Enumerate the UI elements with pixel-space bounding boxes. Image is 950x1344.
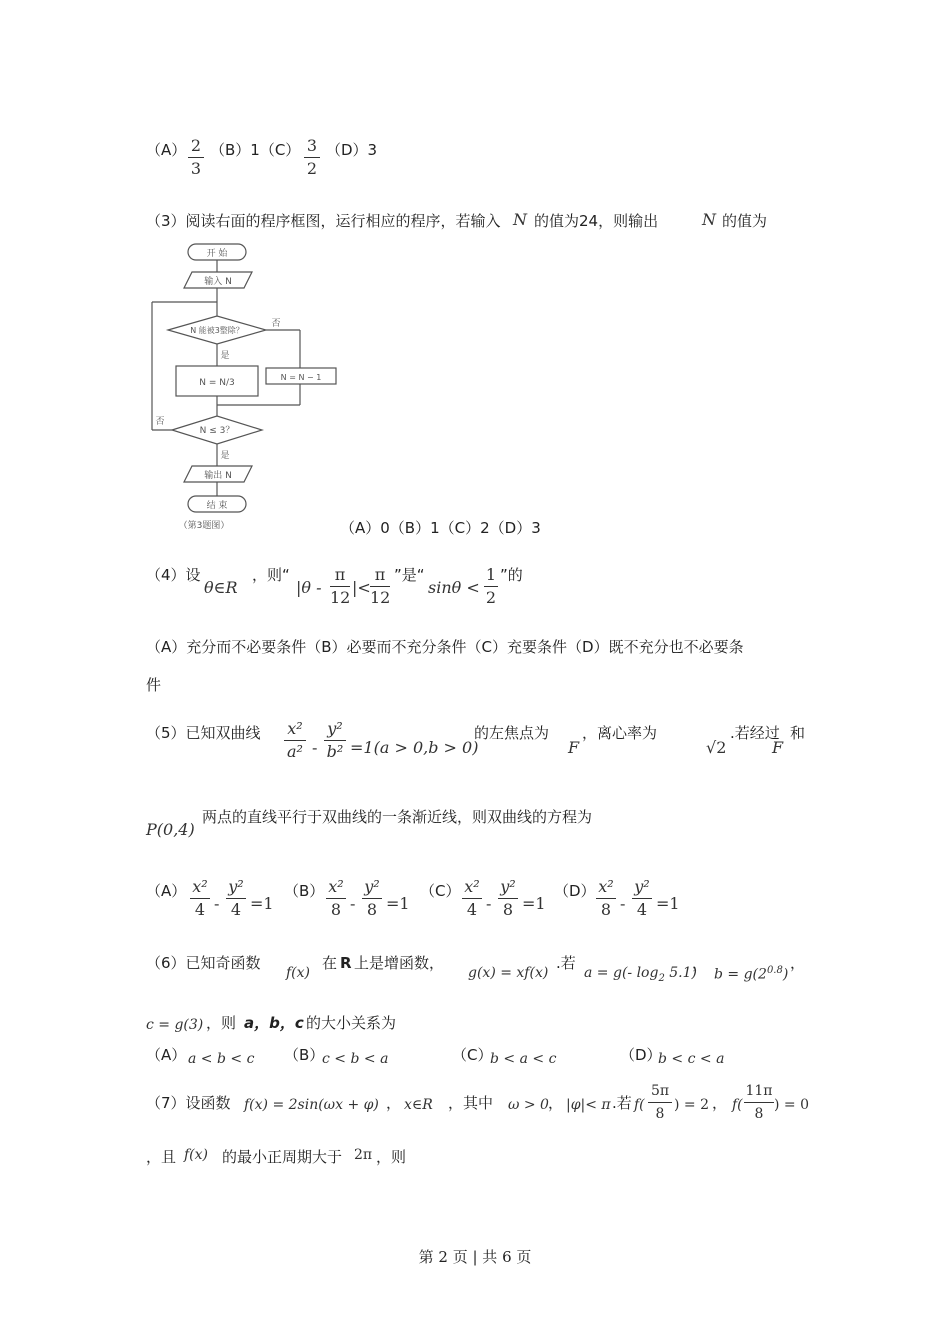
q5-opt-d-frac1: x² 8 [596,878,616,919]
q6-inc: 上是增函数， [354,954,445,972]
q5-f2: F [772,738,784,757]
flow-no1-text: 否 [271,319,281,329]
q4-fraction-half: 1 2 [485,565,497,607]
q7-fx: f(x) = 2sin(ωx + φ) [244,1097,379,1113]
q5-eq: =1(a > 0,b > 0) [350,738,479,757]
q2-option-d-label: （D）3 [326,141,378,159]
q6-gx: g(x) = xf(x) [468,965,549,981]
q6-on: 在 [322,954,338,972]
q7-ruo: .若 [612,1094,632,1112]
q6-a: a = g(- $\log_2 5.1$) [584,965,698,984]
q4-is: ”是“ [394,566,425,584]
q6-opt-a-label: （A） [146,1046,187,1064]
q6-r: R [340,954,352,972]
q5-and: 和 [790,724,806,742]
q4-options-line1: （A）充分而不必要条件（B）必要而不充分条件（C）充要条件（D）既不充分也不必要条 [146,638,744,656]
q6-opt-b: c < b < a [322,1051,389,1067]
q5-opt-b-frac2: y² 8 [362,878,382,919]
q5-sqrt2: √2 [706,738,727,757]
q6-comma2: ， [790,954,806,972]
q5-focus: 的左焦点为 [474,724,550,742]
flow-cond1-text: N 能被3整除？ [190,326,244,335]
flow-yes1-text: 是 [220,351,230,361]
q5-opt-d-frac2: y² 4 [632,878,652,919]
q3-var-n: N [513,210,527,229]
flow-caption: （第3题图） [178,521,230,531]
flowchart [148,240,322,532]
flow-output-text: 输出 N [204,471,232,481]
q5-opt-a-frac1: x² 4 [190,878,210,919]
q5-minus: - [312,738,318,757]
q5-stem-pre: （5）已知双曲线 [146,724,261,742]
q5-opt-c-frac1: x² 4 [462,878,482,919]
q5-fraction-x2-a2: x² a² [284,720,306,761]
q3-options: （A）0（B）1（C）2（D）3 [340,519,541,537]
q5-opt-c-minus: - [486,894,492,913]
q4-sin-theta: sinθ < [428,578,480,597]
q5-opt-d-minus: - [620,894,626,913]
q5-opt-c-frac2: y² 8 [498,878,518,919]
q6-fx: f(x) [286,965,311,981]
q5-opt-c-eq: =1 [522,894,546,913]
q6-opt-c: b < a < c [490,1051,557,1067]
flow-start-text: 开 始 [206,249,228,259]
q5-opt-b-minus: - [350,894,356,913]
q6-abc: a，b，c [244,1014,304,1032]
q7-comma: ， [386,1094,402,1112]
q4-stem-pre: （4）设 [146,566,201,584]
q5-opt-b-label: （B） [284,882,325,900]
q3-stem-post: 的值为 [722,212,768,230]
q3-var-n2: N [702,210,716,229]
q5-opt-a-label: （A） [146,882,187,900]
q6-ruo: .若 [556,954,576,972]
q7-line2c: ，则 [376,1148,407,1166]
q7-comma3: ， [712,1094,728,1112]
q5-opt-a-minus: - [214,894,220,913]
q2-fraction-a: 2 3 [188,137,204,178]
q5-line2: 两点的直线平行于双曲线的一条渐近线，则双曲线的方程为 [202,808,593,826]
q7-comma2: ， [548,1094,564,1112]
q7-line2a: ，且 [146,1148,177,1166]
q7-fx2: f(x) [184,1147,209,1163]
flow-end-text: 结 束 [206,501,228,511]
q7-x-in-r: x∈R [404,1097,433,1113]
q4-fraction-pi12-b: π 12 [370,565,391,607]
q6-rel: 的大小关系为 [306,1014,397,1032]
q3-stem-mid: 的值为24，则输出 [534,212,659,230]
q5-f: F [568,738,580,757]
q7-qz: ，其中 [448,1094,494,1112]
q7-f2-open: f( [732,1097,743,1113]
q6-opt-a: a < b < c [188,1051,255,1067]
q7-line2b: 的最小正周期大于 [222,1148,343,1166]
q5-pass: .若经过 [730,724,780,742]
q4-abs-theta: |θ - [296,578,322,597]
q5-fraction-y2-b2: y² b² [324,720,346,761]
q5-opt-b-eq: =1 [386,894,410,913]
q7-f2-close: ) = 0 [774,1097,809,1113]
q6-opt-d-label: （D） [620,1046,662,1064]
q2-fraction-c: 3 2 [304,137,320,178]
q4-options-line2: 件 [146,676,162,694]
page-footer: 第 2 页 | 共 6 页 [418,1248,532,1266]
q4-theta-in-r: θ∈R [204,578,238,597]
flow-divide-text: N = N/3 [199,378,235,388]
q5-opt-a-eq: =1 [250,894,274,913]
q5-opt-d-eq: =1 [656,894,680,913]
q7-stem-pre: （7）设函数 [146,1094,231,1112]
q4-fraction-pi12-a: π 12 [330,565,351,607]
q2-option-bc-label: （B）1（C） [210,141,301,159]
q6-then: ，则 [206,1014,237,1032]
q6-c: c = g(3) [146,1017,204,1033]
q6-opt-b-label: （B） [284,1046,325,1064]
q6-b: $b = g(2^{0.8})$ [714,965,789,983]
q7-f1-close: ) = 2 [674,1097,709,1113]
q5-opt-a-frac2: y² 4 [226,878,246,919]
flow-minus-text: N = N − 1 [280,373,322,382]
q2-option-a-label: （A） [146,141,187,159]
q6-stem-pre: （6）已知奇函数 [146,954,261,972]
q5-opt-c-label: （C） [420,882,461,900]
q3-stem-pre: （3）阅读右面的程序框图，运行相应的程序，若输入 [146,212,501,230]
flow-cond2-text: N ≤ 3？ [199,426,235,436]
q7-phi: |φ|< π [566,1097,611,1113]
q5-opt-d-label: （D） [554,882,596,900]
q7-fraction-5pi-8: 5π 8 [648,1082,672,1123]
q7-omega: ω > 0 [508,1097,549,1113]
q6-opt-d: b < c < a [658,1051,725,1067]
flow-input-text: 输入 N [204,277,232,287]
q5-ecc: ，离心率为 [582,724,658,742]
q6-comma1: ， [692,954,708,972]
q4-abs-lt: |< [352,578,371,597]
flow-no2-text: 否 [155,417,165,427]
q7-fraction-11pi-8: 11π 8 [745,1083,773,1122]
q7-f1-open: f( [634,1097,645,1113]
q4-de: ”的 [500,566,523,584]
q4-then: ，则“ [252,566,290,584]
q5-opt-b-frac1: x² 8 [326,878,346,919]
q6-opt-c-label: （C） [452,1046,493,1064]
q7-twopi: 2π [354,1147,373,1163]
flow-yes2-text: 是 [220,451,230,461]
q5-point-p: P(0,4) [146,820,195,839]
